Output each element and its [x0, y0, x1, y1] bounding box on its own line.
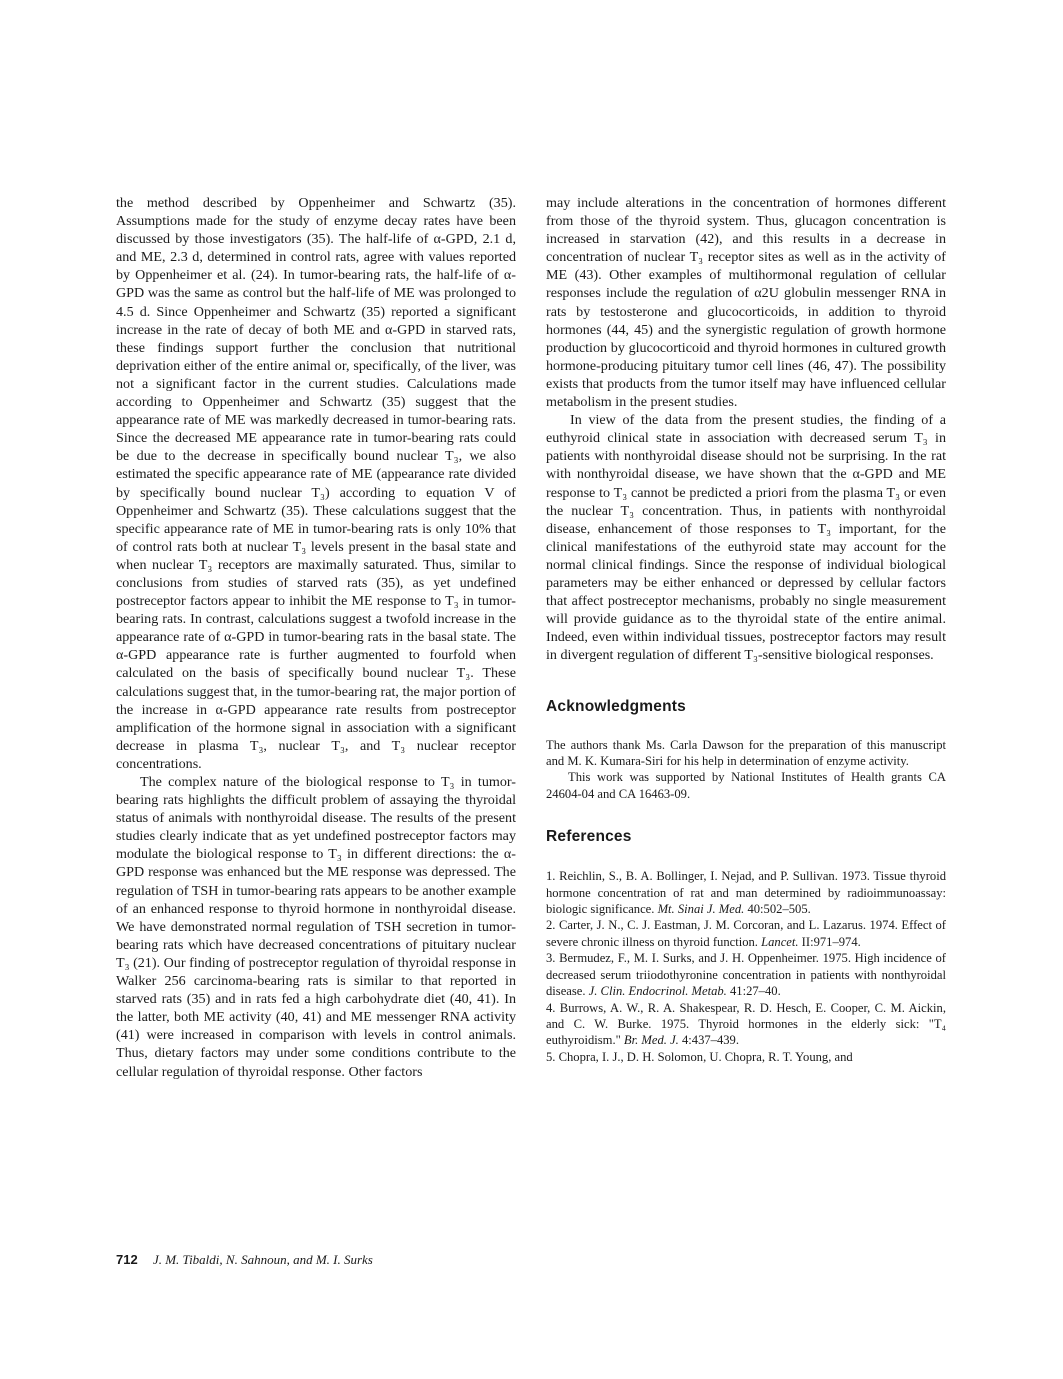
- page-footer: [116, 1252, 373, 1268]
- reference-item: 1. Reichlin, S., B. A. Bollinger, I. Nejad, and P. Sullivan. 1973. Tissue thyroid hormone concentration of rat and man determined by radioimmunoassay: biologic significance. Mt. Sinai J. Med. 40:502–505.: [546, 869, 946, 917]
- acknowledgments-paragraph: The authors thank Ms. Carla Dawson for the preparation of this manuscript and M. K. Kumara-Siri for his help in determination of enzyme activity.: [546, 737, 946, 768]
- page-number: 712: [116, 1252, 138, 1267]
- body-paragraph: In view of the data from the present studies, the finding of a euthyroid clinical state in association with decreased serum T₃ in patients with nonthyroidal disease should not be surprising. In the rat with nonthyroidal disease, we have shown that the α-GPD and ME response to T₃ cannot be predicted a priori from the plasma T₃ or even the nuclear T₃ concentration. Thus, in patients with nonthyroidal disease, enhancement of those responses to T₃ important, for the clinical manifestations of the euthyroid state may account for the normal clinical findings. Since the response of individual biological parameters may be either enhanced or depressed by cellular factors that affect postreceptor mechanisms, probably no single measurement will provide guidance as to the thyroidal state of the entire animal. Indeed, even within individual tissues, postreceptor factors may result in divergent regulation of different T₃-sensitive biological responses.: [546, 412, 946, 664]
- reference-item: 4. Burrows, A. W., R. A. Shakespear, R. D. Hesch, E. Cooper, C. M. Aickin, and C. W. Burke. 1975. Thyroid hormones in the elderly sick: "T₄ euthyroidism." Br. Med. J. 4:437–439.: [546, 1000, 946, 1048]
- references-list: [546, 868, 946, 1065]
- reference-item: 2. Carter, J. N., C. J. Eastman, J. M. Corcoran, and L. Lazarus. 1974. Effect of severe chronic illness on thyroid function. Lancet. II:971–974.: [546, 918, 946, 949]
- acknowledgments-heading: Acknowledgments: [546, 698, 686, 716]
- reference-item: 3. Bermudez, F., M. I. Surks, and J. H. Oppenheimer. 1975. High incidence of decreased serum triiodothyronine concentration in patients with nonthyroidal disease. J. Clin. Endocrinol. Metab. 41:27–40.: [546, 951, 946, 999]
- body-paragraph: the method described by Oppenheimer and Schwartz (35). Assumptions made for the study of enzyme decay rates have been discussed by those investigators (35). The half-life of α-GPD, 2.1 d, and ME, 2.3 d, determined in control rats, agree with values reported by Oppenheimer et al. (24). In tumor-bearing rats, the half-life of α-GPD was the same as control but the half-life of ME was prolonged to 4.5 d. Since Oppenheimer and Schwartz (35) reported a significant increase in the rate of decay of both ME and α-GPD in starved rats, these findings support further the conclusion that nutritional deprivation either of the entire animal or, specifically, of the liver, was not a significant factor in the current studies. Calculations made according to Oppenheimer and Schwartz (35) suggest that the appearance rate of ME was markedly decreased in tumor-bearing rats. Since the decreased ME appearance rate in tumor-bearing rats could be due to the decrease in specifically bound nuclear T₃, we also estimated the specific appearance rate of ME (appearance rate divided by specifically bound nuclear T₃) according to equation V of Oppenheimer and Schwartz (35). These calculations suggest that the specific appearance rate of ME in tumor-bearing rats is only 10% that of control rats both at nuclear T₃ levels present in the basal state and when nuclear T₃ receptors are maximally saturated. Thus, similar to conclusions from studies of starved rats (35), as yet undefined postreceptor factors appear to inhibit the ME response to T₃ in tumor-bearing rats. In contrast, calculations suggest a twofold increase in the appearance rate of α-GPD in tumor-bearing rats in the basal state. The α-GPD appearance rate is further augmented to fourfold when calculated on the basis of specifically bound nuclear T₃. These calculations suggest that, in the tumor-bearing rat, the major portion of the increase in α-GPD appearance rate results from postreceptor amplification of the hormone signal in association with a significant decrease in plasma T₃, nuclear T₃, and T₃ nuclear receptor concentrations.: [116, 195, 516, 772]
- acknowledgments-section: [546, 737, 946, 803]
- reference-item: 5. Chopra, I. J., D. H. Solomon, U. Chopra, R. T. Young, and: [546, 1049, 853, 1064]
- acknowledgments-paragraph: This work was supported by National Institutes of Health grants CA 24604-04 and CA 16463-09.: [546, 770, 946, 801]
- running-authors: J. M. Tibaldi, N. Sahnoun, and M. I. Surks: [152, 1252, 373, 1267]
- right-column: [546, 194, 946, 1065]
- references-heading: References: [546, 828, 632, 846]
- left-column: [116, 194, 516, 1081]
- body-paragraph: may include alterations in the concentration of hormones different from those of the thyroid system. Thus, glucagon concentration is increased in starvation (42), and this results in a decrease in concentration of nuclear T₃ receptor sites as well as in the activity of ME (43). Other examples of multihormonal regulation of cellular responses include the regulation of α2U globulin messenger RNA in rats by testosterone and glucocorticoids, in addition to thyroid hormones (44, 45) and the synergistic regulation of growth hormone production by glucocorticoid and thyroid hormones in cultured growth hormone-producing pituitary tumor cell lines (46, 47). The possibility exists that products from the tumor itself may have influenced cellular metabolism in the present studies.: [546, 195, 946, 411]
- body-paragraph: The complex nature of the biological response to T₃ in tumor-bearing rats highlights the difficult problem of assaying the thyroidal status of animals with nonthyroidal disease. The results of the present studies clearly indicate that as yet undefined postreceptor factors may modulate the biological response to T₃ in different directions: the α-GPD response was enhanced but the ME response was depressed. The regulation of TSH in tumor-bearing rats appears to be another example of an enhanced response to thyroid hormone in nonthyroidal disease. We have demonstrated normal regulation of TSH secretion in tumor-bearing rats which have decreased concentrations of pituitary nuclear T₃ (21). Our finding of postreceptor regulation of thyroidal response in Walker 256 carcinoma-bearing rats is similar to that reported in starved rats (35) and in rats fed a high carbohydrate diet (40, 41). In the latter, both ME activity (40, 41) and ME messenger RNA activity (41) were increased in comparison with levels in control animals. Thus, dietary factors may under some conditions contribute to the cellular regulation of thyroidal response. Other factors: [116, 774, 516, 1080]
